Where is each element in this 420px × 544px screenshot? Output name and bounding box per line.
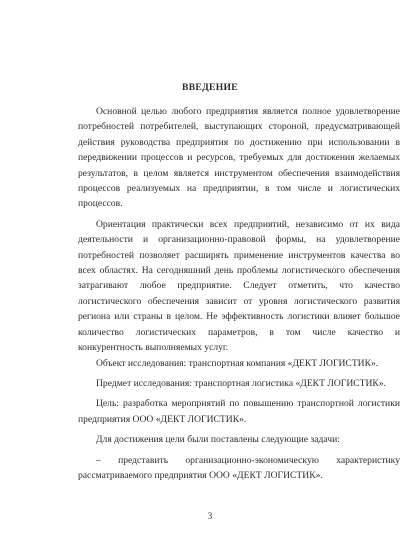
tasks-intro-line: Для достижения цели были поставлены следующие задачи: xyxy=(96,434,340,446)
research-subject-line: Предмет исследования: транспортная логистика «ДЕКТ ЛОГИСТИК». xyxy=(96,377,387,389)
task-list-item: – представить организационно-экономическую характеристику рассматриваемого предприятия ООО «ДЕКТ ЛОГИСТИК». xyxy=(78,454,400,481)
document-body xyxy=(78,104,400,483)
document-heading: ВВЕДЕНИЕ xyxy=(182,82,238,93)
orientation-paragraph: Ориентация практически всех предприятий, независимо от их вида деятельности и организационно-правовой формы, на удовлетворение потребностей позволяет расширять применение инструментов качества во всех областях. На сегодняшний день проблемы логистического обеспечения затрагивают любое предприятие. Следует отметить, что качество логистического обеспечения зависит от уровня логистического развития региона или страны в целом. Не эффективность логистики влияет большое количество логистических параметров, в том числе качество и конкурентность выполняемых услуг. xyxy=(78,218,400,354)
page-number: 3 xyxy=(207,511,213,521)
goal-paragraph: Цель: разработка мероприятий по повышению транспортной логистики предприятия ООО «ДЕКТ ЛОГИСТИК». xyxy=(78,398,400,425)
intro-paragraph: Основной целью любого предприятия является полное удовлетворение потребностей потребителей, выступающих стороной, предусматривающей действия руководства предприятия по достижению при использовании в передвижении процессов и ресурсов, требуемых для достижения желаемых результатов, в целом является инструментом обеспечения взаимодействия процессов реализуемых на предприятии, в том числе и логистических процессов. xyxy=(78,106,400,210)
research-object-line: Объект исследования: транспортная компания «ДЕКТ ЛОГИСТИК». xyxy=(96,357,379,369)
